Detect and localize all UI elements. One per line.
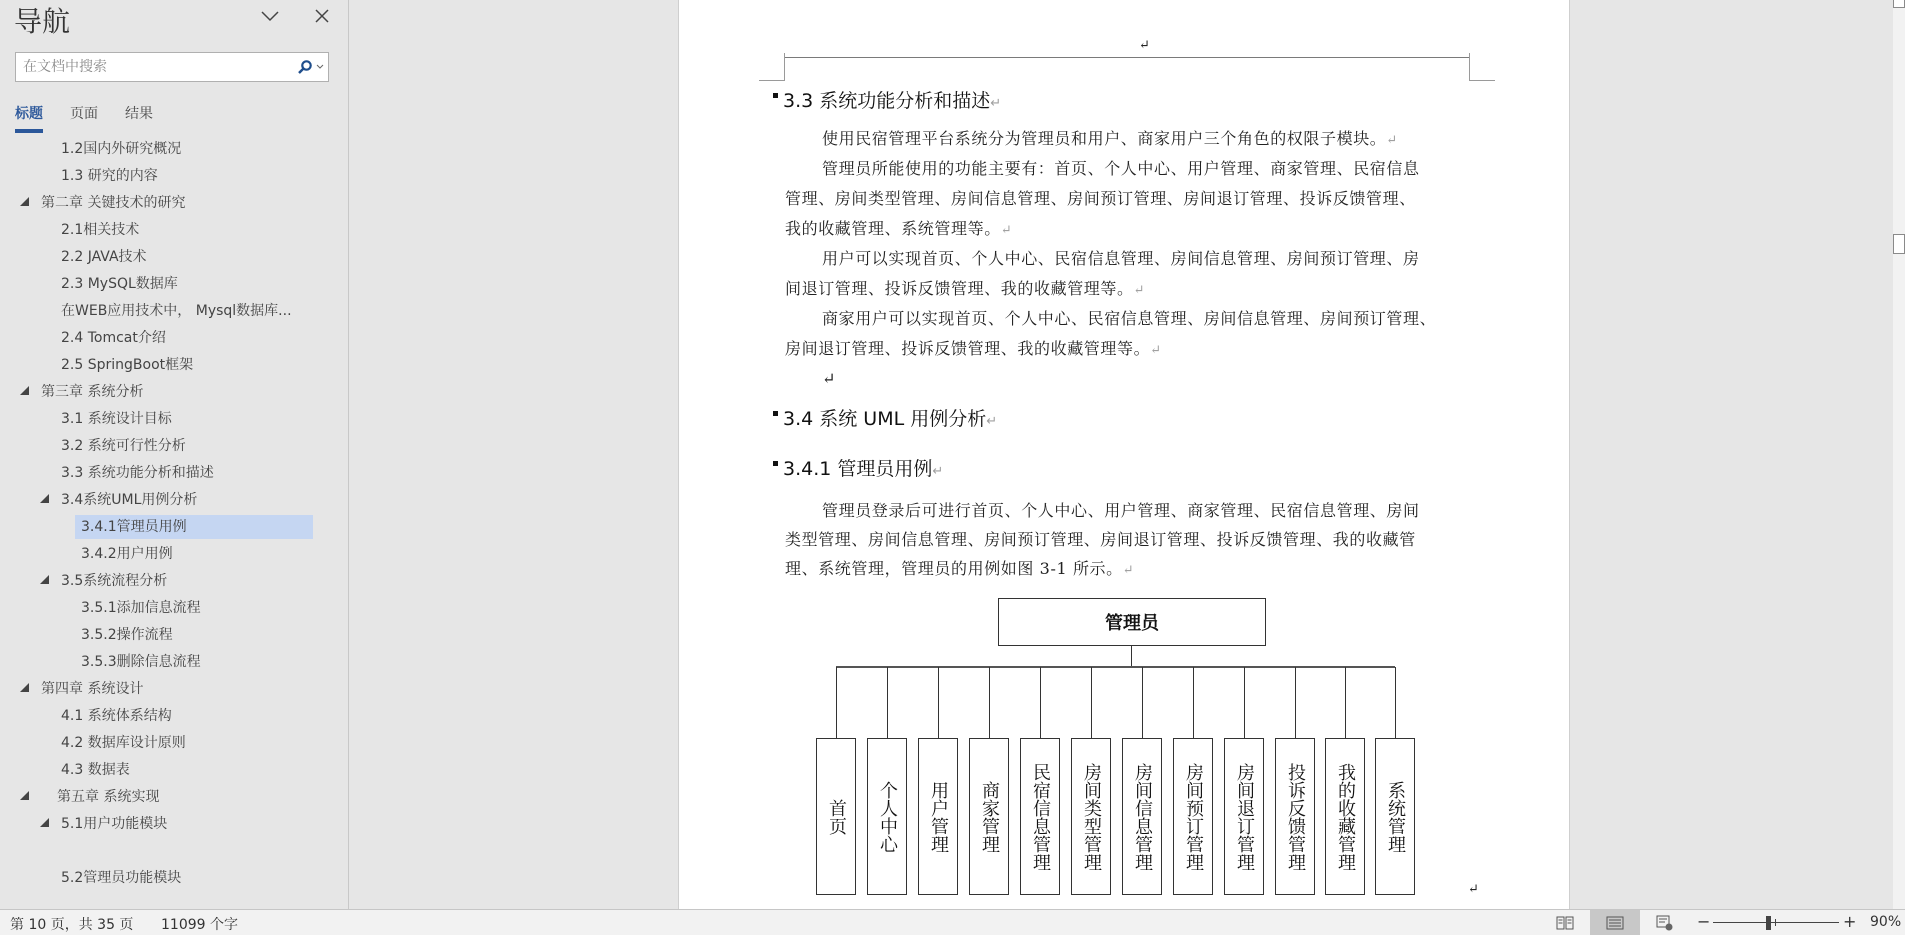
collapse-triangle-icon[interactable] <box>20 683 29 692</box>
connector-line <box>1040 667 1041 738</box>
paragraph-line: 类型管理、房间信息管理、房间预订管理、房间退订管理、投诉反馈管理、我的收藏管 <box>785 530 1416 549</box>
paragraph-line: 商家用户可以实现首页、个人中心、民宿信息管理、房间信息管理、房间预订管理、 <box>822 309 1437 328</box>
zoom-slider[interactable] <box>1713 922 1839 923</box>
connector-line <box>1131 646 1132 667</box>
diagram-root-node: 管理员 <box>998 598 1266 646</box>
use-case-node: 商家管理 <box>969 738 1009 895</box>
use-case-node: 房间类型管理 <box>1071 738 1111 895</box>
use-case-node: 首页 <box>816 738 856 895</box>
connector-line <box>1244 667 1245 738</box>
paragraph-line: 用户可以实现首页、个人中心、民宿信息管理、房间信息管理、房间预订管理、房 <box>822 249 1420 268</box>
margin-corner-mark <box>759 80 785 81</box>
zoom-slider-thumb[interactable] <box>1766 916 1771 930</box>
paragraph-line: 理、系统管理，管理员的用例如图 3-1 所示。↵ <box>785 559 1135 578</box>
document-canvas[interactable] <box>350 0 1893 909</box>
nav-options-button[interactable] <box>258 4 282 28</box>
heading-bullet-icon <box>773 411 778 416</box>
margin-corner-mark <box>1469 80 1495 81</box>
heading-item[interactable]: 2.1相关技术 <box>61 222 140 238</box>
collapse-triangle-icon[interactable] <box>20 197 29 206</box>
heading-item[interactable]: 3.5.3删除信息流程 <box>81 654 201 670</box>
search-icon <box>297 59 313 75</box>
connector-line <box>1345 667 1346 738</box>
heading-item[interactable]: 4.3 数据表 <box>61 762 130 778</box>
heading-item[interactable]: 第四章 系统设计 <box>41 681 144 697</box>
use-case-node: 民宿信息管理 <box>1020 738 1060 895</box>
page-layout-icon <box>1606 916 1624 930</box>
chevron-down-icon <box>261 10 279 22</box>
use-case-node: 投诉反馈管理 <box>1275 738 1315 895</box>
use-case-node: 用户管理 <box>918 738 958 895</box>
search-button[interactable] <box>297 59 328 75</box>
collapse-triangle-icon[interactable] <box>20 386 29 395</box>
use-case-node: 我的收藏管理 <box>1325 738 1365 895</box>
tab-headings[interactable]: 标题 <box>15 103 43 133</box>
use-case-node: 系统管理 <box>1375 738 1415 895</box>
heading-item[interactable]: 5.1用户功能模块 <box>61 816 168 832</box>
margin-corner-mark <box>1469 53 1470 81</box>
heading-item[interactable]: 4.2 数据库设计原则 <box>61 735 186 751</box>
heading-item[interactable]: 2.3 MySQL数据库 <box>61 276 178 292</box>
status-bar <box>0 909 1905 935</box>
collapse-triangle-icon[interactable] <box>40 575 49 584</box>
connector-line <box>1142 667 1143 738</box>
document-page[interactable] <box>678 0 1570 909</box>
heading-item[interactable]: 在WEB应用技术中， Mysql数据库... <box>61 303 292 319</box>
paragraph-line: 间退订管理、投诉反馈管理、我的收藏管理等。↵ <box>785 279 1146 298</box>
margin-corner-mark <box>784 53 785 81</box>
heading-item[interactable]: 4.1 系统体系结构 <box>61 708 172 724</box>
paragraph-mark: ↵ <box>1468 882 1479 897</box>
scroll-arrow-up[interactable] <box>1893 0 1905 8</box>
nav-title: 导航 <box>14 5 71 38</box>
heading-item[interactable]: 3.1 系统设计目标 <box>61 411 172 427</box>
heading-3-4: 3.4 系统 UML 用例分析↵ <box>773 404 997 431</box>
use-case-node: 房间预订管理 <box>1173 738 1213 895</box>
connector-line <box>836 667 837 738</box>
tab-pages[interactable]: 页面 <box>70 106 98 122</box>
paragraph-line: 管理、房间类型管理、房间信息管理、房间预订管理、房间退订管理、投诉反馈管理、 <box>785 189 1416 208</box>
zoom-level[interactable]: 90% <box>1870 914 1902 930</box>
header-paragraph-mark: ↵ <box>1139 38 1150 53</box>
empty-paragraph-mark: ↵ <box>822 369 837 388</box>
paragraph-line: 管理员所能使用的功能主要有：首页、个人中心、用户管理、商家管理、民宿信息 <box>822 159 1420 178</box>
connector-line <box>1395 667 1396 738</box>
heading-item[interactable]: 3.3 系统功能分析和描述 <box>61 465 214 481</box>
connector-line <box>1091 667 1092 738</box>
close-icon <box>314 8 330 24</box>
zoom-slider-tick <box>1775 919 1776 926</box>
zoom-in-button[interactable]: + <box>1843 912 1857 931</box>
header-rule <box>784 57 1469 58</box>
connector-line <box>938 667 939 738</box>
heading-3-3: 3.3 系统功能分析和描述↵ <box>773 86 1001 113</box>
heading-item[interactable]: 1.2国内外研究概况 <box>61 141 182 157</box>
paragraph-line: 我的收藏管理、系统管理等。↵ <box>785 219 1013 238</box>
collapse-triangle-icon[interactable] <box>40 494 49 503</box>
nav-search-box <box>15 52 329 82</box>
heading-3-4-1: 3.4.1 管理员用例↵ <box>773 454 943 481</box>
print-layout-button[interactable] <box>1590 910 1640 935</box>
zoom-out-button[interactable]: − <box>1697 912 1711 931</box>
heading-item-selected[interactable]: 3.4.1管理员用例 <box>75 515 313 539</box>
book-icon <box>1556 916 1574 930</box>
heading-item[interactable]: 3.4系统UML用例分析 <box>61 492 198 508</box>
connector-bus <box>836 666 1395 668</box>
heading-item[interactable]: 5.2管理员功能模块 <box>61 870 182 886</box>
nav-tabs <box>15 103 153 133</box>
use-case-node: 个人中心 <box>867 738 907 895</box>
heading-bullet-icon <box>773 461 778 466</box>
connector-line <box>989 667 990 738</box>
search-input[interactable] <box>16 53 297 81</box>
page-count[interactable]: 第 10 页，共 35 页 <box>10 917 134 933</box>
tab-results[interactable]: 结果 <box>125 106 153 122</box>
nav-close-button[interactable] <box>310 4 334 28</box>
use-case-node: 房间退订管理 <box>1224 738 1264 895</box>
heading-item[interactable]: 3.5.1添加信息流程 <box>81 600 201 616</box>
web-layout-icon <box>1656 915 1674 931</box>
heading-item[interactable]: 3.4.2用户用例 <box>81 546 173 562</box>
heading-item[interactable]: 3.5.2操作流程 <box>81 627 173 643</box>
paragraph-line: 房间退订管理、投诉反馈管理、我的收藏管理等。↵ <box>785 339 1162 358</box>
connector-line <box>887 667 888 738</box>
scrollbar-thumb[interactable] <box>1893 234 1905 254</box>
heading-item[interactable]: 2.5 SpringBoot框架 <box>61 357 194 373</box>
web-layout-button[interactable] <box>1640 910 1690 935</box>
heading-item[interactable]: 第三章 系统分析 <box>41 384 144 400</box>
connector-line <box>1193 667 1194 738</box>
chevron-down-icon <box>316 64 324 70</box>
connector-line <box>1295 667 1296 738</box>
heading-bullet-icon <box>773 93 778 98</box>
heading-item[interactable]: 2.4 Tomcat介绍 <box>61 330 166 346</box>
heading-item[interactable]: 第五章 系统实现 <box>57 789 160 805</box>
collapse-triangle-icon[interactable] <box>40 818 49 827</box>
heading-item[interactable]: 3.5系统流程分析 <box>61 573 168 589</box>
heading-item[interactable]: 2.2 JAVA技术 <box>61 249 147 265</box>
collapse-triangle-icon[interactable] <box>20 791 29 800</box>
word-count[interactable]: 11099 个字 <box>161 917 238 933</box>
use-case-node: 房间信息管理 <box>1122 738 1162 895</box>
navigation-pane <box>0 0 349 909</box>
read-mode-button[interactable] <box>1540 910 1590 935</box>
heading-item[interactable]: 1.3 研究的内容 <box>61 168 158 184</box>
vertical-scrollbar[interactable] <box>1893 0 1905 909</box>
heading-item[interactable]: 第二章 关键技术的研究 <box>41 195 186 211</box>
heading-item[interactable]: 3.2 系统可行性分析 <box>61 438 186 454</box>
paragraph: 使用民宿管理平台系统分为管理员和用户、商家用户三个角色的权限子模块。↵ <box>822 129 1398 148</box>
paragraph-line: 管理员登录后可进行首页、个人中心、用户管理、商家管理、民宿信息管理、房间 <box>822 501 1420 520</box>
